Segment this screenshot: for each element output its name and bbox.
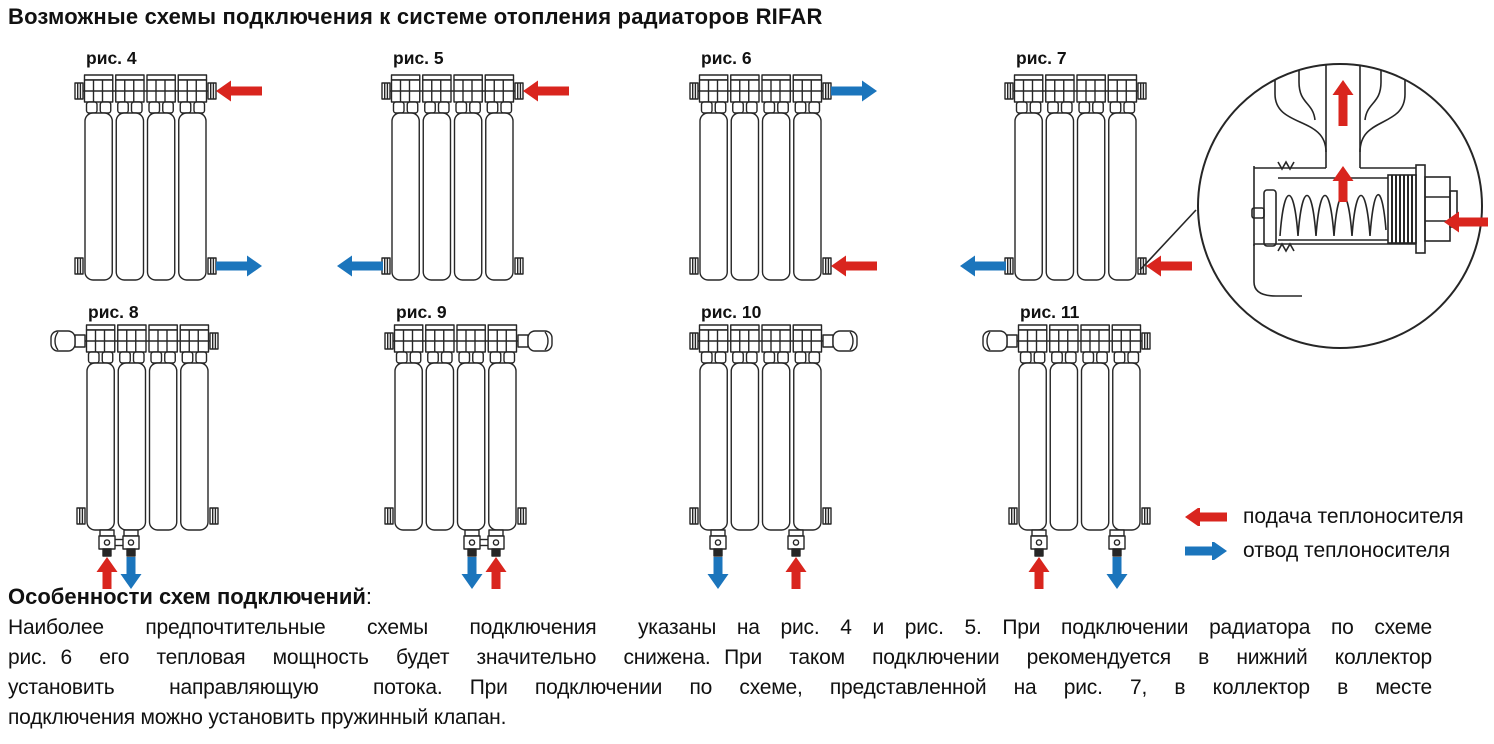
figure-caption: рис. 4	[86, 48, 137, 68]
legend-supply-label: подача теплоносителя	[1243, 505, 1464, 528]
radiator-diagram	[25, 316, 335, 606]
paragraph-line: установить направляющую потока. При подключении по схеме, представленной на рис. 7, в коллектор в месте	[8, 676, 1432, 699]
figure-caption: рис. 6	[701, 48, 752, 68]
figure-caption: рис. 10	[701, 302, 762, 322]
page-title: Возможные схемы подключения к системе отопления радиаторов RIFAR	[8, 4, 823, 29]
legend-supply-row	[1183, 500, 1464, 534]
figure-caption: рис. 11	[1020, 302, 1080, 322]
flow-legend	[1183, 500, 1464, 568]
radiator-diagram	[23, 66, 333, 326]
radiator-diagram	[638, 66, 948, 326]
figure-caption: рис. 7	[1016, 48, 1067, 68]
radiator-diagram	[638, 316, 948, 606]
figure-caption: рис. 5	[393, 48, 444, 68]
features-paragraph	[8, 613, 1432, 733]
spring-valve-detail-inset	[1192, 58, 1488, 354]
heading-colon: :	[365, 584, 373, 609]
paragraph-line: подключения можно установить пружинный клапан.	[8, 706, 507, 729]
figure-caption: рис. 9	[396, 302, 447, 322]
paragraph-line: Наиболее предпочтительные схемы подключения указаны на рис. 4 и рис. 5. При подключении радиатора по схеме	[8, 616, 1432, 639]
paragraph-line: рис. 6 его тепловая мощность будет значительно снижена. При таком подключении рекомендуется в нижний коллектор	[8, 646, 1432, 669]
radiator-diagram	[330, 66, 640, 326]
supply-arrow-icon	[1183, 508, 1229, 526]
features-heading: Особенности схем подключений:	[8, 584, 373, 609]
figure-caption: рис. 8	[88, 302, 139, 322]
legend-return-row	[1183, 534, 1464, 568]
return-arrow-icon	[1183, 542, 1229, 560]
radiator-diagram	[333, 316, 643, 606]
legend-return-label: отвод теплоносителя	[1243, 539, 1451, 562]
